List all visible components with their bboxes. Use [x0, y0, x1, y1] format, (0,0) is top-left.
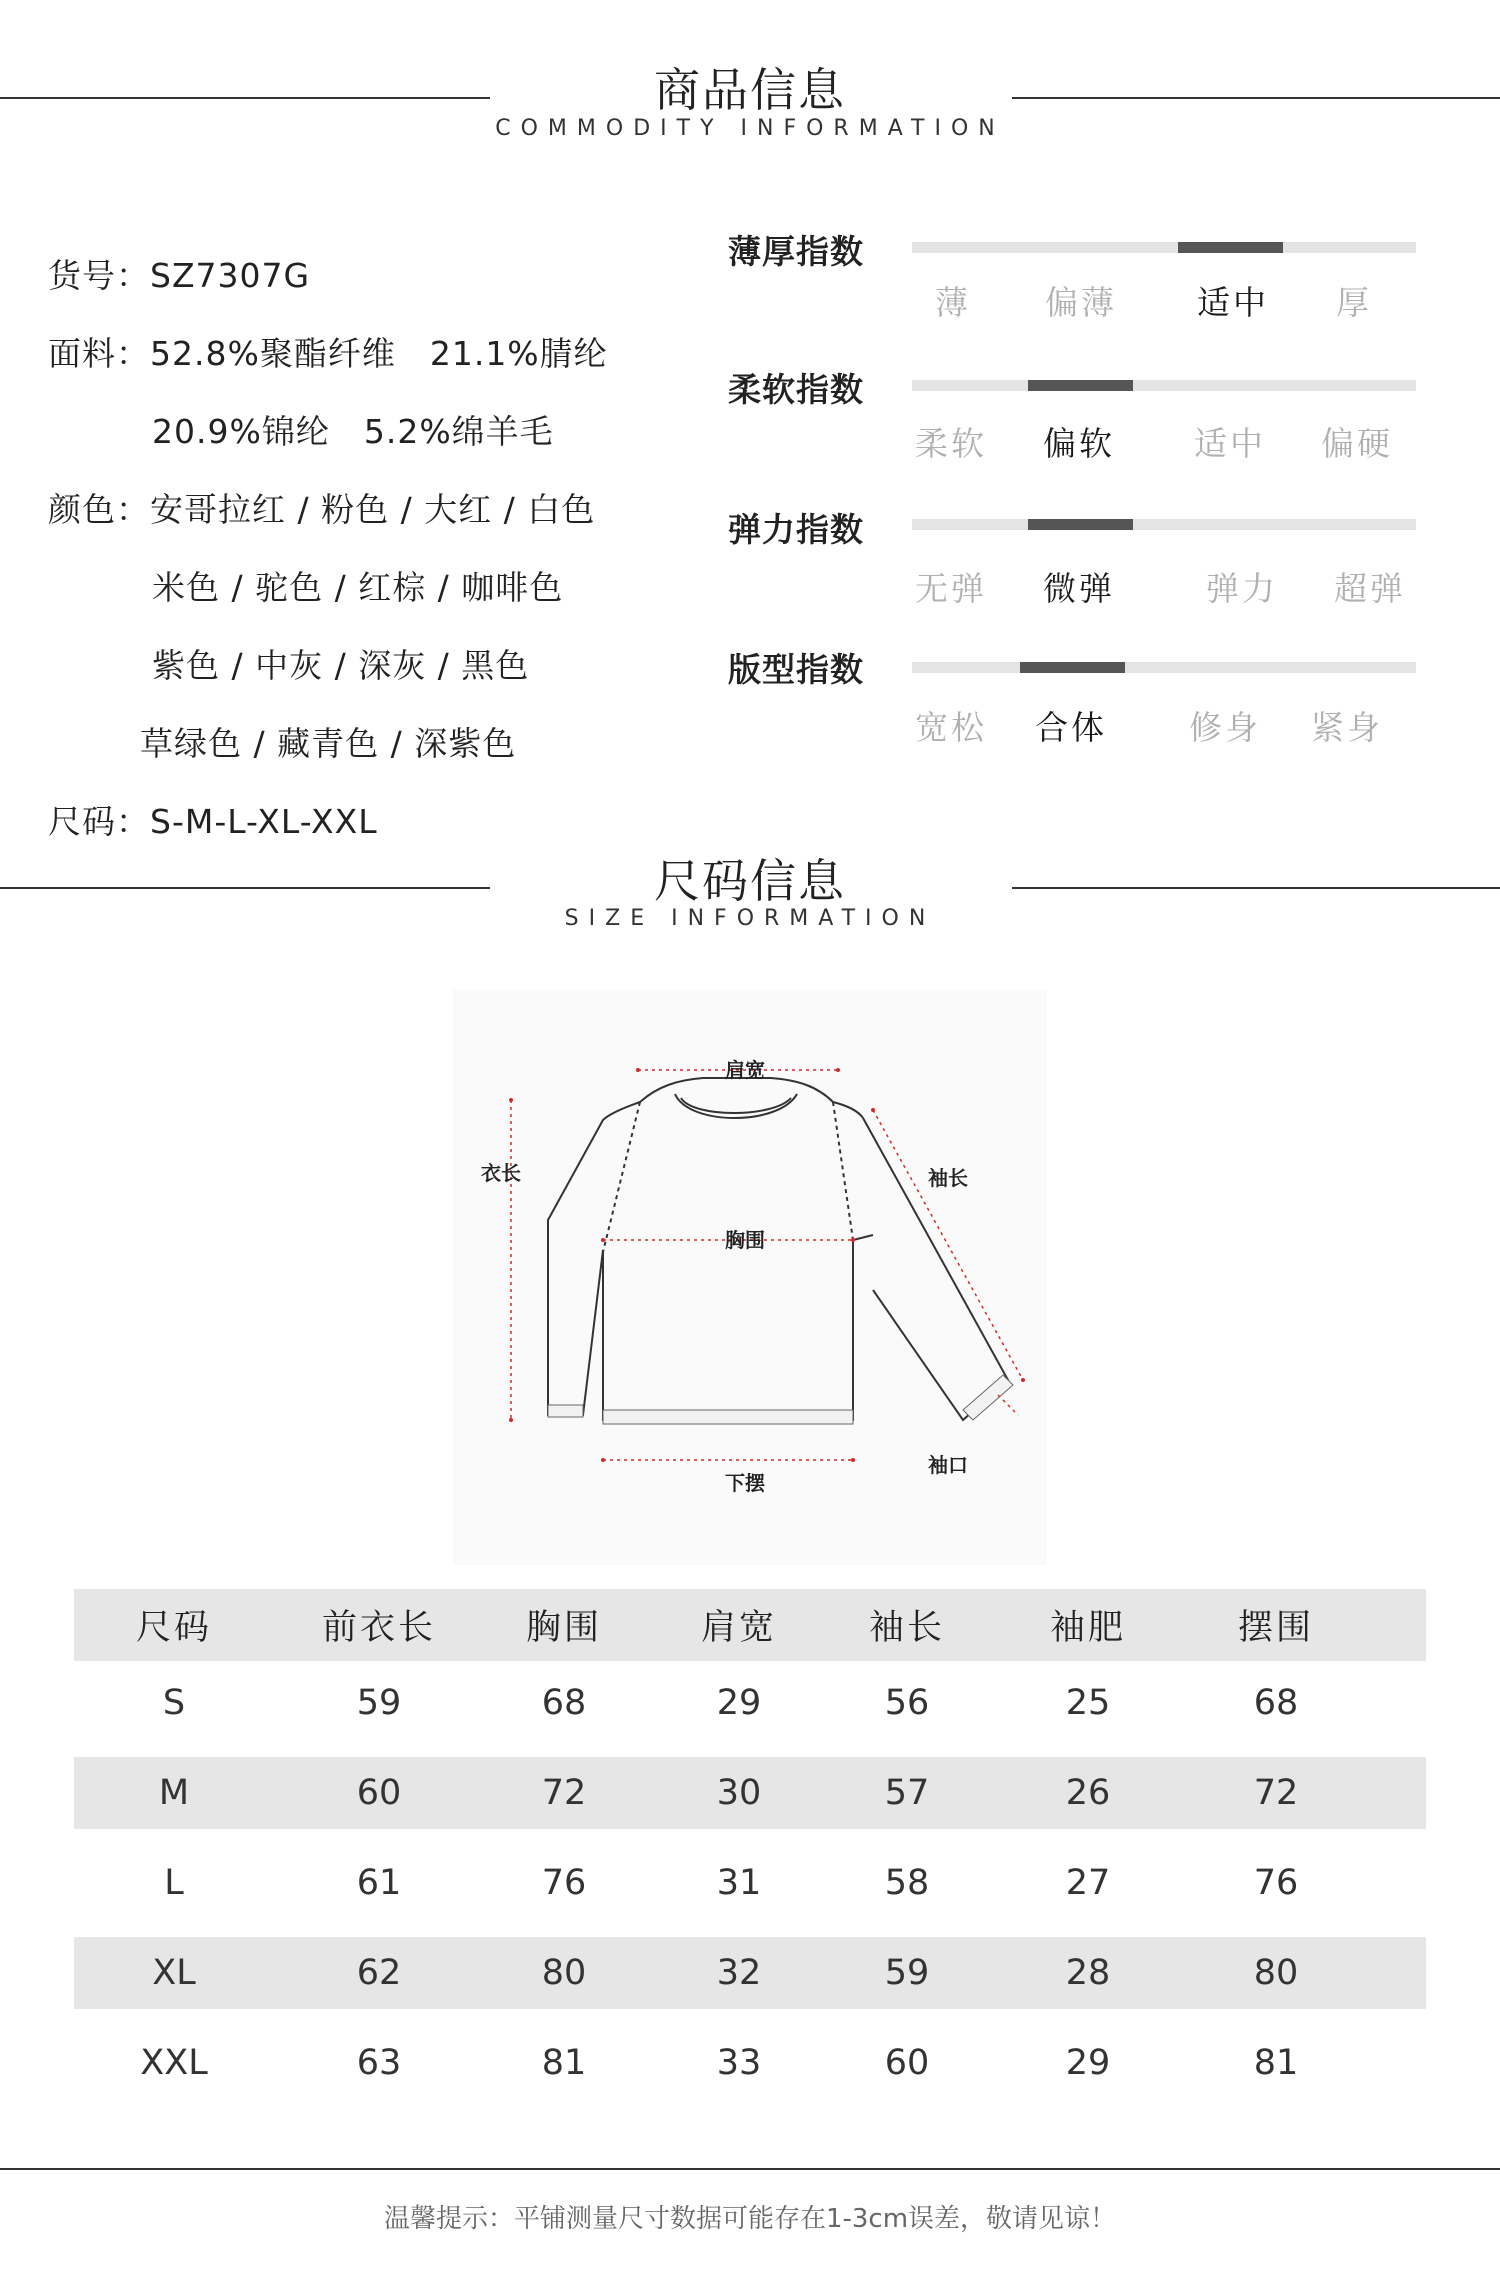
table-cell: 32: [716, 1953, 762, 1993]
table-header-row: [74, 1589, 1426, 1661]
table-cell: 57: [884, 1773, 930, 1813]
measurement-diagram: [453, 990, 1047, 1565]
table-cell: 81: [541, 2043, 587, 2083]
table-row: [74, 1841, 1426, 1925]
table-cell: 76: [541, 1863, 587, 1903]
softness-option: 柔软: [915, 424, 987, 463]
color-line-2: 米色 / 驼色 / 红棕 / 咖啡色: [152, 568, 564, 607]
color-line-4: 草绿色 / 藏青色 / 深紫色: [140, 724, 517, 763]
thickness-option: 偏薄: [1045, 283, 1117, 322]
elasticity-option: 超弹: [1334, 569, 1406, 608]
fabric-line-1: 面料：52.8%聚酯纤维 21.1%腈纶: [48, 334, 608, 373]
table-cell: 81: [1253, 2043, 1299, 2083]
softness-index-marker: [1028, 380, 1133, 391]
size-table: [74, 1589, 1426, 2105]
fit-option: 修身: [1189, 708, 1261, 747]
table-cell: 30: [716, 1773, 762, 1813]
thickness-index-marker: [1178, 242, 1283, 253]
table-row: [74, 1757, 1426, 1829]
table-cell: M: [158, 1773, 190, 1813]
size-range: 尺码：S-M-L-XL-XXL: [48, 802, 378, 841]
table-cell: 26: [1065, 1773, 1111, 1813]
table-cell: 33: [716, 2043, 762, 2083]
table-cell: L: [164, 1863, 184, 1903]
commodity-subtitle: COMMODITY INFORMATION: [495, 116, 1005, 141]
item-number: 货号：SZ7307G: [48, 256, 311, 295]
table-cell: 72: [1253, 1773, 1299, 1813]
thickness-option: 薄: [935, 283, 971, 322]
table-cell: 68: [541, 1683, 587, 1723]
table-cell: 25: [1065, 1683, 1111, 1723]
softness-index-track: [912, 380, 1416, 391]
elasticity-index-label: 弹力指数: [728, 510, 864, 549]
label-sleeve: 袖长: [928, 1166, 968, 1190]
table-row: [74, 1661, 1426, 1745]
header-cell: 袖长: [868, 1608, 945, 1648]
table-cell: 80: [1253, 1953, 1299, 1993]
color-line-1: 颜色：安哥拉红 / 粉色 / 大红 / 白色: [48, 490, 596, 529]
softness-option: 偏硬: [1321, 424, 1393, 463]
label-chest: 胸围: [725, 1228, 765, 1252]
table-cell: XXL: [140, 2043, 208, 2083]
thickness-option-selected: 适中: [1197, 283, 1269, 322]
thickness-index-label: 薄厚指数: [728, 232, 864, 271]
table-cell: 28: [1065, 1953, 1111, 1993]
table-cell: 31: [716, 1863, 762, 1903]
elasticity-option-selected: 微弹: [1043, 569, 1115, 608]
table-cell: 80: [541, 1953, 587, 1993]
softness-option-selected: 偏软: [1043, 424, 1115, 463]
elasticity-index-marker: [1028, 519, 1133, 530]
table-cell: 59: [356, 1683, 402, 1723]
table-cell: S: [162, 1683, 186, 1723]
thickness-option: 厚: [1336, 283, 1372, 322]
fit-index-marker: [1020, 662, 1125, 673]
table-cell: 27: [1065, 1863, 1111, 1903]
table-cell: 58: [884, 1863, 930, 1903]
size-title: 尺码信息: [654, 854, 846, 908]
label-hem: 下摆: [725, 1471, 765, 1495]
header-cell: 摆围: [1237, 1608, 1314, 1648]
commodity-title: 商品信息: [654, 63, 846, 117]
table-cell: 59: [884, 1953, 930, 1993]
table-cell: 68: [1253, 1683, 1299, 1723]
footer-note: 温馨提示：平铺测量尺寸数据可能存在1-3cm误差，敬请见谅！: [383, 2204, 1117, 2234]
table-cell: 56: [884, 1683, 930, 1723]
label-length: 衣长: [481, 1161, 521, 1185]
elasticity-option: 弹力: [1206, 569, 1278, 608]
sweater-illustration: [453, 990, 1047, 1565]
table-cell: 29: [1065, 2043, 1111, 2083]
table-cell: 60: [356, 1773, 402, 1813]
header-cell: 胸围: [525, 1608, 602, 1648]
header-cell: 前衣长: [321, 1608, 436, 1648]
label-cuff: 袖口: [928, 1453, 968, 1477]
thickness-index-track: [912, 242, 1416, 253]
table-cell: XL: [152, 1953, 196, 1993]
label-shoulder: 肩宽: [725, 1058, 765, 1082]
fit-index-track: [912, 662, 1416, 673]
table-cell: 72: [541, 1773, 587, 1813]
table-cell: 61: [356, 1863, 402, 1903]
size-subtitle: SIZE INFORMATION: [564, 906, 936, 931]
header-cell: 尺码: [135, 1608, 212, 1648]
fit-option-selected: 合体: [1035, 708, 1107, 747]
table-row: [74, 1937, 1426, 2009]
table-cell: 60: [884, 2043, 930, 2083]
softness-option: 适中: [1194, 424, 1266, 463]
table-cell: 63: [356, 2043, 402, 2083]
elasticity-index-track: [912, 519, 1416, 530]
fit-option: 紧身: [1311, 708, 1383, 747]
softness-index-label: 柔软指数: [728, 370, 864, 409]
fit-option: 宽松: [915, 708, 987, 747]
table-cell: 29: [716, 1683, 762, 1723]
fit-index-label: 版型指数: [728, 650, 864, 689]
table-cell: 76: [1253, 1863, 1299, 1903]
table-row: [74, 2021, 1426, 2105]
header-cell: 肩宽: [700, 1608, 777, 1648]
footer-divider: [0, 2168, 1500, 2170]
fabric-line-2: 20.9%锦纶 5.2%绵羊毛: [152, 412, 554, 451]
table-cell: 62: [356, 1953, 402, 1993]
header-cell: 袖肥: [1049, 1608, 1126, 1648]
elasticity-option: 无弹: [915, 569, 987, 608]
color-line-3: 紫色 / 中灰 / 深灰 / 黑色: [152, 646, 530, 685]
